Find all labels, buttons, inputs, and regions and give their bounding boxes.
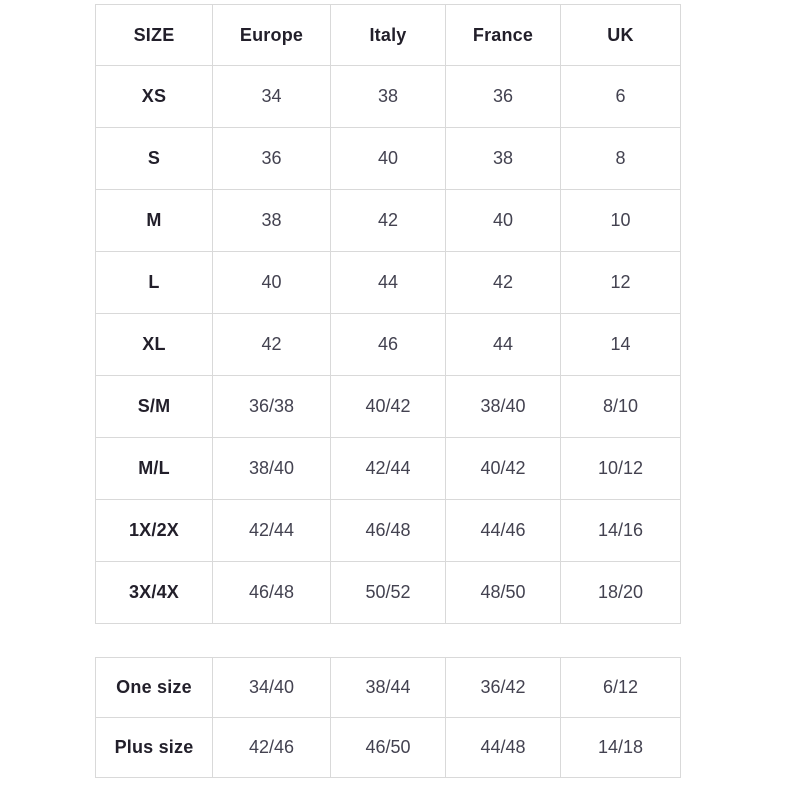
row-label: 1X/2X — [96, 500, 213, 562]
cell: 40 — [213, 252, 331, 314]
cell: 38 — [213, 190, 331, 252]
cell: 42/44 — [331, 438, 446, 500]
row-label: XS — [96, 66, 213, 128]
column-header-uk: UK — [561, 5, 681, 66]
cell: 36/38 — [213, 376, 331, 438]
table-row — [96, 376, 681, 438]
cell: 42 — [213, 314, 331, 376]
row-label: XL — [96, 314, 213, 376]
row-label: 3X/4X — [96, 562, 213, 624]
cell: 18/20 — [561, 562, 681, 624]
row-label: Plus size — [96, 718, 213, 778]
cell: 50/52 — [331, 562, 446, 624]
size-conversion-table — [95, 4, 681, 624]
cell: 42/44 — [213, 500, 331, 562]
cell: 8/10 — [561, 376, 681, 438]
cell: 6/12 — [561, 658, 681, 718]
row-label: S — [96, 128, 213, 190]
row-label: S/M — [96, 376, 213, 438]
cell: 36 — [446, 66, 561, 128]
table-gap — [95, 624, 800, 657]
one-size-plus-size-table — [95, 657, 681, 778]
cell: 10 — [561, 190, 681, 252]
table-row — [96, 314, 681, 376]
cell: 34 — [213, 66, 331, 128]
table-row — [96, 718, 681, 778]
header-row — [96, 5, 681, 66]
row-label: M/L — [96, 438, 213, 500]
cell: 46/50 — [331, 718, 446, 778]
cell: 48/50 — [446, 562, 561, 624]
cell: 46/48 — [213, 562, 331, 624]
cell: 42/46 — [213, 718, 331, 778]
cell: 42 — [446, 252, 561, 314]
cell: 38 — [446, 128, 561, 190]
cell: 44 — [331, 252, 446, 314]
table-row — [96, 658, 681, 718]
cell: 44 — [446, 314, 561, 376]
row-label: One size — [96, 658, 213, 718]
cell: 46/48 — [331, 500, 446, 562]
cell: 40 — [331, 128, 446, 190]
cell: 38/40 — [446, 376, 561, 438]
cell: 44/48 — [446, 718, 561, 778]
column-header-size: SIZE — [96, 5, 213, 66]
cell: 34/40 — [213, 658, 331, 718]
row-label: M — [96, 190, 213, 252]
cell: 44/46 — [446, 500, 561, 562]
cell: 42 — [331, 190, 446, 252]
cell: 38/40 — [213, 438, 331, 500]
cell: 10/12 — [561, 438, 681, 500]
column-header-france: France — [446, 5, 561, 66]
cell: 38 — [331, 66, 446, 128]
cell: 36/42 — [446, 658, 561, 718]
cell: 14/16 — [561, 500, 681, 562]
cell: 36 — [213, 128, 331, 190]
cell: 6 — [561, 66, 681, 128]
table-row — [96, 66, 681, 128]
table-row — [96, 438, 681, 500]
column-header-europe: Europe — [213, 5, 331, 66]
cell: 40/42 — [331, 376, 446, 438]
cell: 14/18 — [561, 718, 681, 778]
cell: 40/42 — [446, 438, 561, 500]
column-header-italy: Italy — [331, 5, 446, 66]
table-row — [96, 252, 681, 314]
row-label: L — [96, 252, 213, 314]
table-row — [96, 190, 681, 252]
cell: 14 — [561, 314, 681, 376]
table-row — [96, 500, 681, 562]
cell: 40 — [446, 190, 561, 252]
table-row — [96, 128, 681, 190]
cell: 12 — [561, 252, 681, 314]
cell: 8 — [561, 128, 681, 190]
table-row — [96, 562, 681, 624]
cell: 46 — [331, 314, 446, 376]
cell: 38/44 — [331, 658, 446, 718]
